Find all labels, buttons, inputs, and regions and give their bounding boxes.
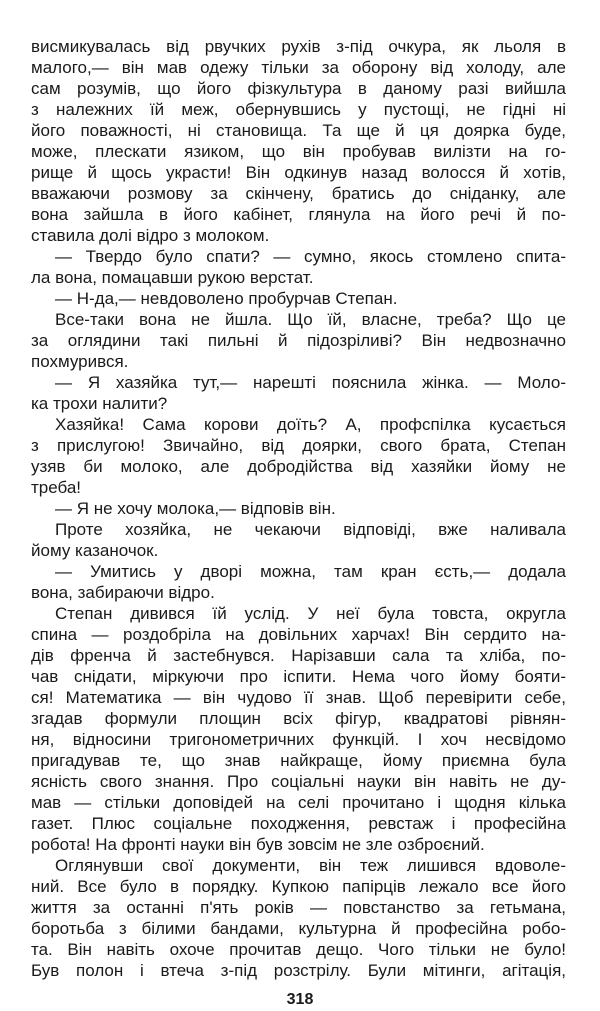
paragraph xyxy=(31,561,566,603)
text-line: Все-таки вона не йшла. Що їй, власне, треба? Що це xyxy=(55,310,566,329)
text-line: Степан дивився їй услід. У неї була товста, округла xyxy=(55,604,566,623)
text-line: за оглядини такі пильні й підозріливі? Він недвозначно xyxy=(31,331,566,350)
text-line: може, плескати язиком, що він пробував вилізти на го- xyxy=(31,142,566,161)
paragraph xyxy=(31,414,566,498)
paragraph xyxy=(31,498,566,519)
paragraph xyxy=(31,519,566,561)
text-line: мав — стільки доповідей на селі прочитано і щодня кілька xyxy=(31,793,566,812)
text-line: з прислугою! Звичайно, від доярки, свого брата, Степан xyxy=(31,436,566,455)
text-line: вона зайшла в його кабінет, глянула на його речі й по- xyxy=(31,205,566,224)
text-line: ня, відносини тригонометричних функцій. І хоч несвідомо xyxy=(31,730,566,749)
paragraph xyxy=(31,372,566,414)
text-line: рище й щось украсти! Він одкинув назад волосся й хотів, xyxy=(31,163,566,182)
text-line: робота! На фронті науки він був зовсім не зле озброєний. xyxy=(31,835,485,854)
page-number: 318 xyxy=(286,991,314,1008)
text-line: життя за останні п'ять років — повстанство за гетьмана, xyxy=(31,898,566,917)
text-line: спина — роздобріла на довільних харчах! Він сердито на- xyxy=(31,625,566,644)
text-line: ясність свого знання. Про соціальні науки він навіть не ду- xyxy=(31,772,566,791)
text-line: — Умитись у дворі можна, там кран єсть,— додала xyxy=(55,562,566,581)
text-line: боротьба з білими бандами, культурна й професійна робо- xyxy=(31,919,566,938)
text-line: — Я не хочу молока,— відповів він. xyxy=(55,499,336,518)
text-line: та. Він навіть охоче прочитав дещо. Чого тільки не було! xyxy=(31,940,566,959)
book-page-text xyxy=(31,36,566,981)
paragraph xyxy=(31,36,566,246)
text-line: йому казаночок. xyxy=(31,541,159,560)
paragraph xyxy=(31,246,566,288)
text-line: вважаючи розмову за скінчену, братись до сніданку, але xyxy=(31,184,566,203)
text-line: Хазяйка! Сама корови доїть? А, профспілка кусається xyxy=(55,415,566,434)
text-line: пригадував те, що знав найкраще, йому приємна була xyxy=(31,751,566,770)
text-line: ний. Все було в порядку. Купкою папірців лежало все його xyxy=(31,877,566,896)
text-line: висмикувалась від рвучких рухів з-під очкура, як льоля в xyxy=(31,37,566,56)
text-line: ся! Математика — він чудово її знав. Щоб перевірити себе, xyxy=(31,688,566,707)
text-line: Проте хозяйка, не чекаючи відповіді, вже наливала xyxy=(55,520,566,539)
text-line: — Н-да,— невдоволено пробурчав Степан. xyxy=(55,289,398,308)
paragraph xyxy=(31,288,566,309)
text-line: Оглянувши свої документи, він теж лишився вдоволе- xyxy=(55,856,566,875)
text-line: його поважності, ні становища. Та ще й ця доярка буде, xyxy=(31,121,566,140)
text-line: узяв би молоко, але добродійства від хазяйки йому не xyxy=(31,457,566,476)
paragraph xyxy=(31,309,566,372)
text-line: — Твердо було спати? — сумно, якось стомлено спита- xyxy=(55,247,566,266)
text-line: ка трохи налити? xyxy=(31,394,168,413)
text-line: згадав формули площин всіх фігур, квадратові рівнян- xyxy=(31,709,566,728)
text-line: похмурився. xyxy=(31,352,129,371)
text-line: — Я хазяйка тут,— нарешті пояснила жінка. — Моло- xyxy=(55,373,566,392)
text-line: Був полон і втеча з-під розстрілу. Були мітинги, агітація, xyxy=(31,961,566,980)
text-line: малого,— він мав одежу тільки за оборону від холоду, але xyxy=(31,58,566,77)
text-line: сам розумів, що його фізкультура в даному разі вийшла xyxy=(31,79,566,98)
paragraph xyxy=(31,603,566,855)
text-line: ла вона, помацавши рукою верстат. xyxy=(31,268,314,287)
paragraph xyxy=(31,855,566,981)
text-line: вона, забираючи відро. xyxy=(31,583,215,602)
text-line: дів френча й застебнувся. Нарізавши сала та хліба, по- xyxy=(31,646,566,665)
text-line: треба! xyxy=(31,478,82,497)
text-line: газет. Плюс соціальне походження, ревстаж і професійна xyxy=(31,814,566,833)
text-line: чав снідати, міркуючи про іспити. Нема чого йому бояти- xyxy=(31,667,566,686)
text-line: ставила долі відро з молоком. xyxy=(31,226,270,245)
text-line: з належних їй меж, обернувшись у пустощі, не гідні ні xyxy=(31,100,566,119)
